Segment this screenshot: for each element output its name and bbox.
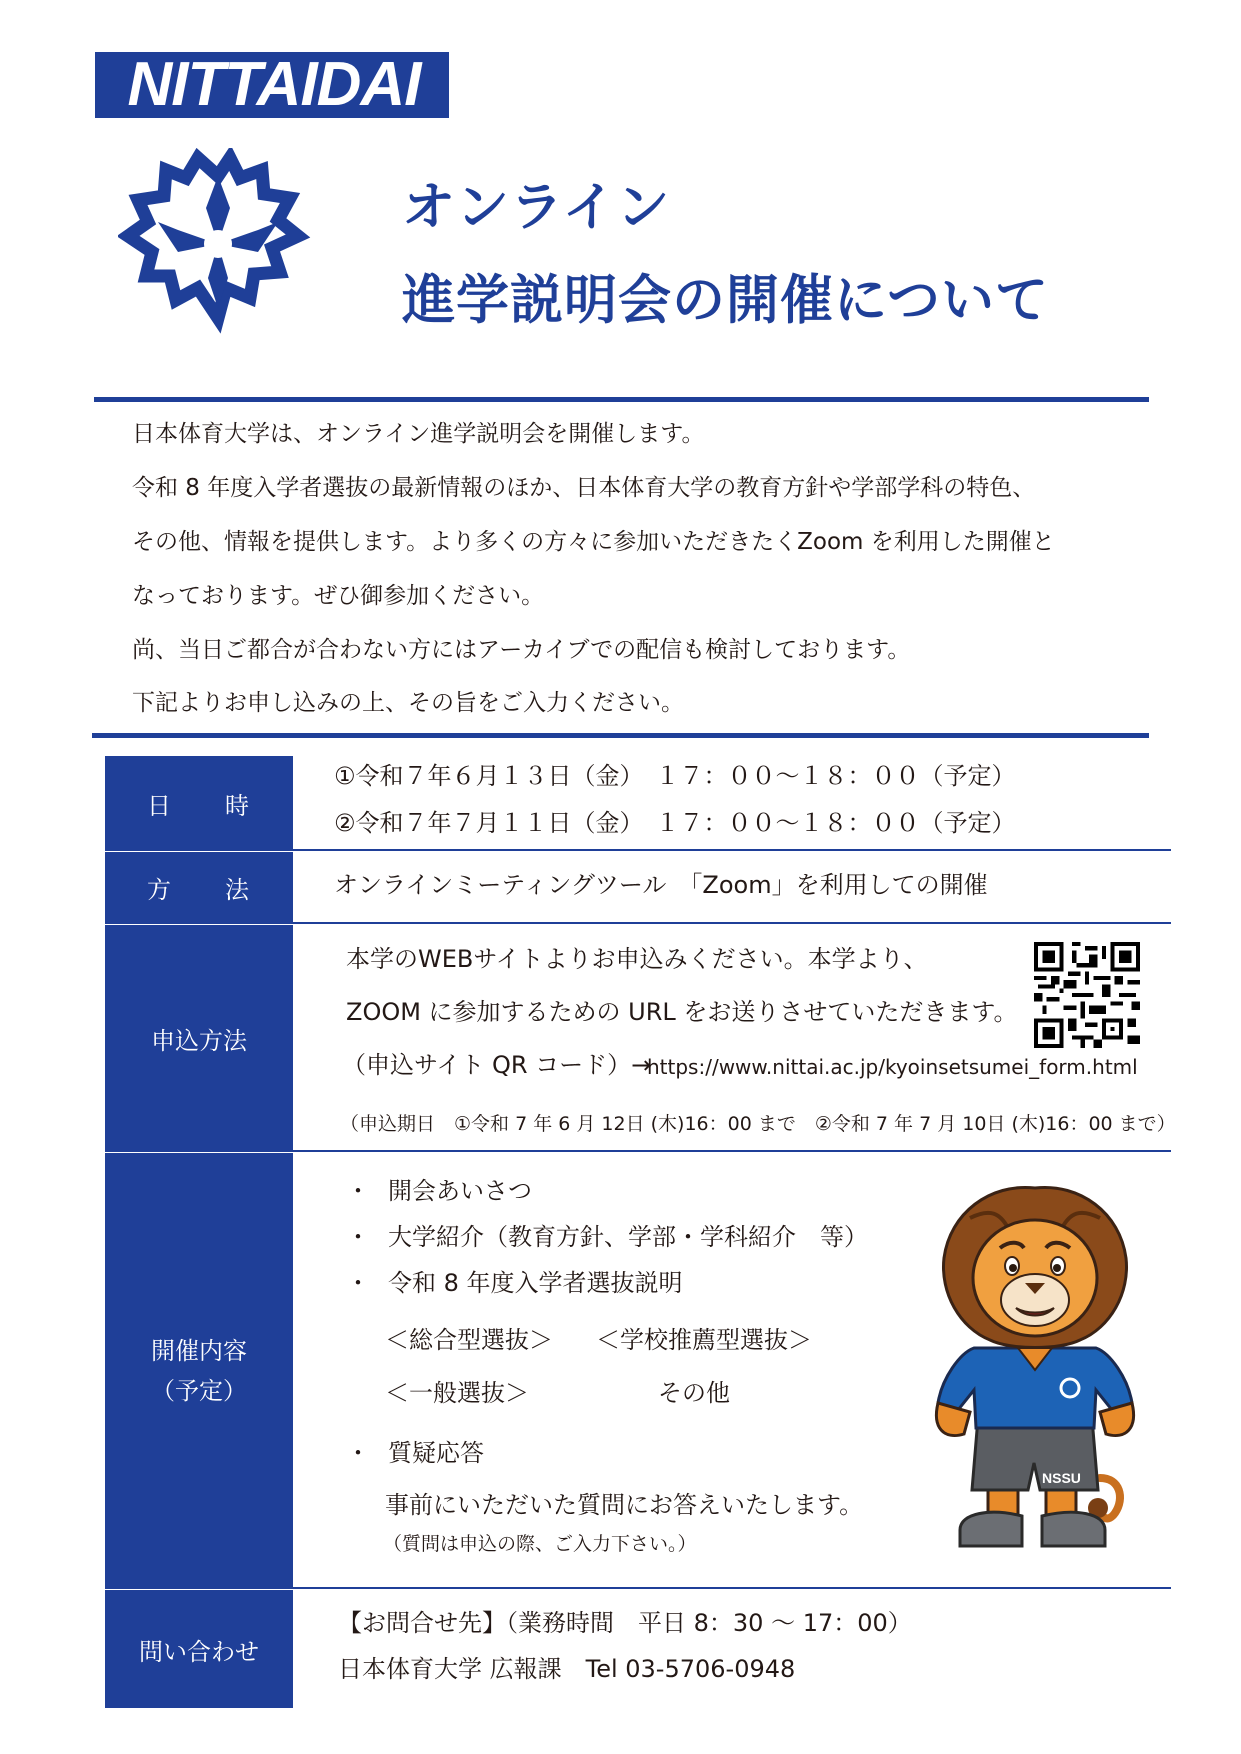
intro-line-6: 下記よりお申し込みの上、その旨をご入力ください。 (132, 690, 684, 716)
apply-url-link[interactable]: https://www.nittai.ac.jp/kyoinsetsumei_form.html (647, 1055, 1138, 1079)
qr-code-icon[interactable] (1034, 942, 1140, 1048)
bullet: ・ (346, 1177, 370, 1205)
intro-line-3: その他、情報を提供します。より多くの方々に参加いただきたくZoom を利用した開催と (132, 529, 1055, 555)
label-content (105, 1153, 293, 1588)
content-qa: 質疑応答 (388, 1439, 484, 1467)
contact-line-1: 【お問合せ先】（業務時間 平日 8：30 ～ 17：00） (338, 1609, 912, 1637)
contact-line-2: 日本体育大学 広報課 Tel 03-5706-0948 (338, 1655, 796, 1683)
row-separator (105, 849, 1171, 851)
content-item-2: 大学紹介（教育方針、学部・学科紹介 等） (388, 1223, 868, 1251)
label-datetime: 日 時 (105, 756, 293, 850)
intro-line-2: 令和 8 年度入学者選抜の最新情報のほか、日本体育大学の教育方針や学部学科の特色、 (132, 475, 1036, 501)
content-qa-small: （質問は申込の際、ご入力下さい。） (383, 1533, 697, 1555)
intro-top-rule (94, 397, 1149, 402)
logo-text: NITTAIDAI (127, 50, 421, 119)
content-item-3: 令和 8 年度入学者選抜説明 (388, 1269, 683, 1297)
content-sub-1: ＜総合型選抜＞ (385, 1326, 553, 1354)
label-method: 方 法 (105, 852, 293, 923)
content-sub-2: ＜学校推薦型選抜＞ (596, 1326, 812, 1354)
row-separator (105, 1587, 1171, 1589)
bullet: ・ (346, 1439, 370, 1467)
apply-deadline: （申込期日 ①令和 7 年 6 月 12日 (木)16：00 まで ②令和 7 年 7 月 10日 (木)16：00 まで） (340, 1113, 1176, 1135)
method-text: オンラインミーティングツール 「Zoom」を利用しての開催 (334, 871, 988, 899)
row-separator (105, 922, 1171, 924)
intro-line-5: 尚、当日ご都合が合わない方にはアーカイブでの配信も検討しております。 (132, 637, 911, 663)
intro-bottom-rule (92, 733, 1149, 738)
apply-line-1: 本学のWEBサイトよりお申込みください。本学より、 (346, 945, 928, 973)
bullet: ・ (346, 1269, 370, 1297)
content-item-1: 開会あいさつ (388, 1177, 532, 1205)
page-title-line1: オンライン (402, 177, 671, 238)
label-content-line1: 開催内容 (151, 1336, 247, 1365)
bullet: ・ (346, 1223, 370, 1251)
page-title-line2: 進学説明会の開催について (402, 270, 1049, 331)
content-sub-4: その他 (658, 1379, 730, 1407)
datetime-line-2: ②令和７年７月１１日（金） １７：００～１８：００（予定） (334, 809, 1016, 837)
intro-line-1: 日本体育大学は、オンライン進学説明会を開催します。 (132, 421, 705, 447)
lion-mascot-icon (930, 1178, 1140, 1553)
datetime-line-1: ①令和７年６月１３日（金） １７：００～１８：００（予定） (334, 762, 1016, 790)
apply-line-2: ZOOM に参加するための URL をお送りさせていただきます。 (346, 998, 1018, 1026)
cherry-blossom-emblem-icon (118, 148, 318, 338)
content-sub-3: ＜一般選抜＞ (385, 1379, 529, 1407)
label-content-line2: （予定） (151, 1376, 247, 1405)
content-qa-note: 事前にいただいた質問にお答えいたします。 (385, 1491, 864, 1519)
label-apply: 申込方法 (105, 925, 293, 1151)
mascot-shorts-text: NSSU (1042, 1470, 1081, 1486)
apply-qr-note: （申込サイト QR コード）→ (342, 1051, 652, 1079)
row-separator (105, 1150, 1171, 1152)
label-contact: 問い合わせ (105, 1590, 293, 1708)
intro-line-4: なっております。ぜひ御参加ください。 (132, 583, 545, 609)
